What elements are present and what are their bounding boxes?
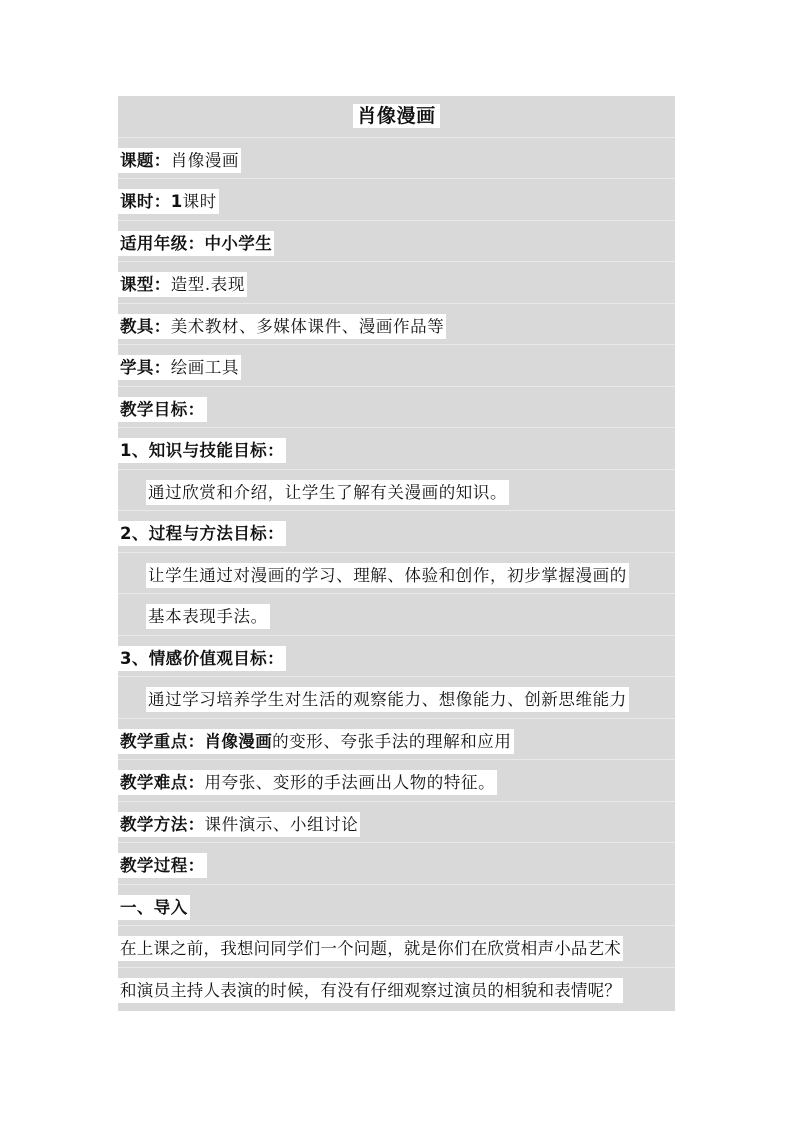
line-text: 课件演示、小组讨论 [204, 815, 359, 834]
line-label: 一、导入 [120, 898, 188, 917]
line-text: 肖像漫画 [170, 151, 240, 170]
line-intro-body-cont [118, 967, 675, 1008]
line-label: 适用年级：中小学生 [120, 234, 273, 253]
line-objective-2-body [118, 552, 675, 593]
line-label: 教学重点：肖像漫画 [120, 732, 273, 751]
line-text: 通过欣赏和介绍，让学生了解有关漫画的知识。 [148, 483, 508, 502]
line-period [118, 178, 675, 219]
line-label: 1、知识与技能目标： [120, 441, 284, 460]
line-intro-body [118, 925, 675, 966]
line-subject [118, 137, 675, 178]
line-objective-1 [118, 427, 675, 468]
line-label: 2、过程与方法目标： [120, 524, 284, 543]
line-objective-1-body [118, 469, 675, 510]
line-text: 美术教材、多媒体课件、漫画作品等 [170, 317, 445, 336]
line-intro-heading [118, 884, 675, 925]
line-text: 绘画工具 [170, 358, 240, 377]
line-text: 造型.表现 [170, 275, 245, 294]
line-key-points [118, 718, 675, 759]
line-label: 教具： [120, 317, 171, 336]
line-label: 课时：1 [120, 192, 183, 211]
line-text: 的变形、夸张手法的理解和应用 [272, 732, 512, 751]
line-type [118, 261, 675, 302]
line-label: 课型： [120, 275, 171, 294]
line-objective-2 [118, 510, 675, 551]
line-label: 教学过程： [120, 856, 205, 875]
line-objective-3-body [118, 676, 675, 717]
line-difficulties [118, 759, 675, 800]
line-label: 教学方法： [120, 815, 205, 834]
document-page [118, 96, 675, 1011]
line-objective-2-body-cont [118, 593, 675, 634]
line-label: 学具： [120, 358, 171, 377]
line-methods [118, 801, 675, 842]
line-process [118, 842, 675, 883]
line-text: 在上课之前，我想问同学们一个问题，就是你们在欣赏相声小品艺术 [120, 939, 621, 958]
line-label: 教学目标： [120, 400, 205, 419]
line-text: 通过学习培养学生对生活的观察能力、想像能力、创新思维能力 [148, 690, 627, 709]
line-grade [118, 220, 675, 261]
line-label: 教学难点： [120, 773, 205, 792]
line-label: 课题： [120, 151, 171, 170]
title-row [118, 96, 675, 137]
line-text: 和演员主持人表演的时候，有没有仔细观察过演员的相貌和表情呢？ [120, 981, 621, 1000]
line-objective-3 [118, 635, 675, 676]
line-text: 让学生通过对漫画的学习、理解、体验和创作，初步掌握漫画的 [148, 566, 627, 585]
line-text: 用夸张、变形的手法画出人物的特征。 [204, 773, 496, 792]
line-text: 课时 [182, 192, 217, 211]
page-title: 肖像漫画 [353, 104, 439, 128]
line-label: 3、情感价值观目标： [120, 649, 284, 668]
line-text: 基本表现手法。 [148, 607, 268, 626]
line-objectives [118, 386, 675, 427]
line-teaching-aids [118, 303, 675, 344]
line-learning-tools [118, 344, 675, 385]
